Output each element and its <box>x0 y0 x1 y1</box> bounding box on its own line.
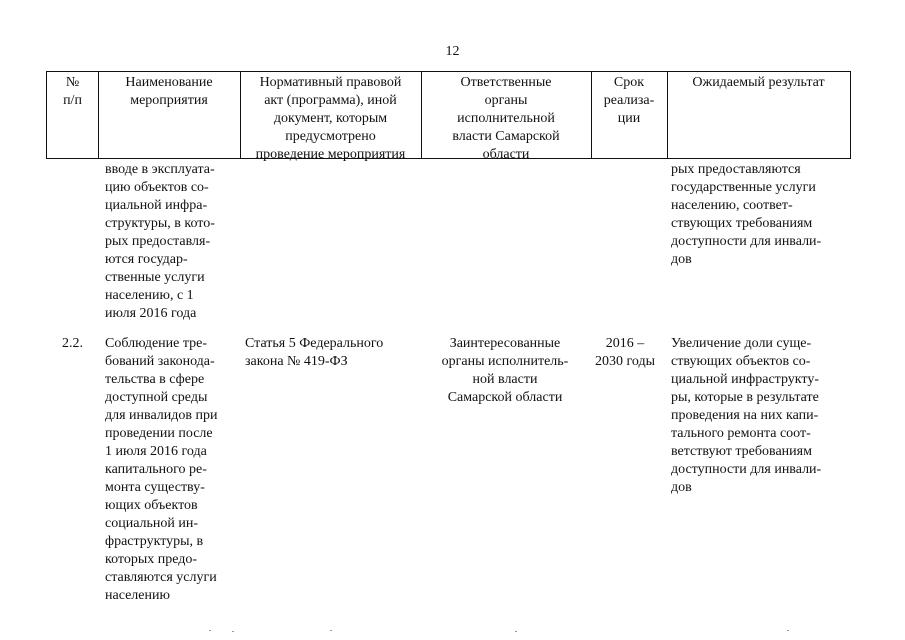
text-line: Статья 5 Федерального <box>245 336 384 351</box>
scan-speck <box>330 630 332 631</box>
text-line: для инвалидов при <box>105 408 218 423</box>
row-cont-result <box>671 161 843 269</box>
text-line: населению <box>105 588 170 603</box>
header-line: реализа- <box>603 93 655 108</box>
text-line: дов <box>671 252 692 267</box>
header-line: органы <box>484 93 528 108</box>
header-line: Ответственные <box>460 75 552 90</box>
text-line: Увеличение доли суще- <box>671 336 812 351</box>
text-line: Заинтересованные <box>449 336 561 351</box>
text-line: ствующих объектов со- <box>671 354 811 369</box>
row-2-2-term <box>585 335 665 371</box>
text-line: июля 2016 года <box>105 306 197 321</box>
header-result <box>667 74 850 92</box>
header-line: Нормативный правовой <box>259 75 402 90</box>
text-line: цию объектов со- <box>105 180 209 195</box>
text-line: вводе в эксплуата- <box>105 162 215 177</box>
text-line: государственные услуги <box>671 180 816 195</box>
header-responsible <box>421 74 591 164</box>
header-line: Ожидаемый результат <box>692 75 825 90</box>
header-act <box>240 74 421 164</box>
scan-speck <box>209 630 211 631</box>
header-line: власти Самарской <box>452 129 560 144</box>
text-line: органы исполнитель- <box>441 354 569 369</box>
text-line: 2030 годы <box>594 354 656 369</box>
row-cont-name <box>105 161 235 323</box>
text-line: которых предо- <box>105 552 198 567</box>
scan-speck <box>787 630 789 631</box>
header-line: Наименование <box>125 75 213 90</box>
header-line: документ, которым <box>273 111 388 126</box>
row-2-2-act <box>245 335 425 371</box>
header-line: № <box>65 75 80 90</box>
header-line: проведение мероприятия <box>255 147 406 162</box>
text-line: доступности для инвали- <box>671 234 822 249</box>
header-line: ции <box>617 111 641 126</box>
text-line: доступности для инвали- <box>671 462 822 477</box>
row-2-2-result <box>671 335 843 497</box>
header-line: области <box>482 147 530 162</box>
text-line: ветствуют требованиям <box>671 444 812 459</box>
text-line: бований законода- <box>105 354 215 369</box>
text-line: рых предоставляются <box>671 162 801 177</box>
text-line: циальной инфраструкту- <box>671 372 819 387</box>
text-line: ставляются услуги <box>105 570 217 585</box>
text-line: доступной среды <box>105 390 208 405</box>
text-line: Соблюдение тре- <box>105 336 208 351</box>
text-line: структуры, в кото- <box>105 216 215 231</box>
text-line: циальной инфра- <box>105 198 208 213</box>
header-line: акт (программа), иной <box>264 93 397 108</box>
text-line: рых предоставля- <box>105 234 211 249</box>
text-line: населению, с 1 <box>105 288 194 303</box>
row-2-2-responsible <box>422 335 588 407</box>
text-line: проведения на них капи- <box>671 408 819 423</box>
header-name <box>98 74 240 110</box>
text-line: ствующих требованиям <box>671 216 813 231</box>
header-term <box>591 74 667 128</box>
text-line: капитального ре- <box>105 462 207 477</box>
text-line: монта существу- <box>105 480 205 495</box>
header-line: исполнительной <box>457 111 555 126</box>
text-line: ной власти <box>472 372 538 387</box>
text-line: ственные услуги <box>105 270 205 285</box>
header-num <box>47 74 98 110</box>
text-line: проведении после <box>105 426 213 441</box>
text-line: тельства в сфере <box>105 372 205 387</box>
scan-speck <box>232 631 234 632</box>
row-2-2-name <box>105 335 235 605</box>
text-line: тального ремонта соот- <box>671 426 811 441</box>
header-line: мероприятия <box>130 93 208 108</box>
header-line: предусмотрено <box>285 129 376 144</box>
text-line: фраструктуры, в <box>105 534 204 549</box>
text-line: 1 июля 2016 года <box>105 444 207 459</box>
table-header <box>46 71 851 162</box>
text-line: ры, которые в результате <box>671 390 819 405</box>
header-line: п/п <box>63 93 82 108</box>
text-line: населению, соответ- <box>671 198 793 213</box>
text-line: дов <box>671 480 692 495</box>
page-number: 12 <box>445 44 460 59</box>
text-line: закона № 419-ФЗ <box>245 354 348 369</box>
header-line: Срок <box>613 75 645 90</box>
text-line: ются государ- <box>105 252 188 267</box>
text-line: Самарской области <box>447 390 563 405</box>
row-number: 2.2. <box>62 336 83 351</box>
text-line: 2016 – <box>605 336 645 351</box>
text-line: социальной ин- <box>105 516 199 531</box>
scan-speck <box>515 631 517 632</box>
text-line: ющих объектов <box>105 498 198 513</box>
